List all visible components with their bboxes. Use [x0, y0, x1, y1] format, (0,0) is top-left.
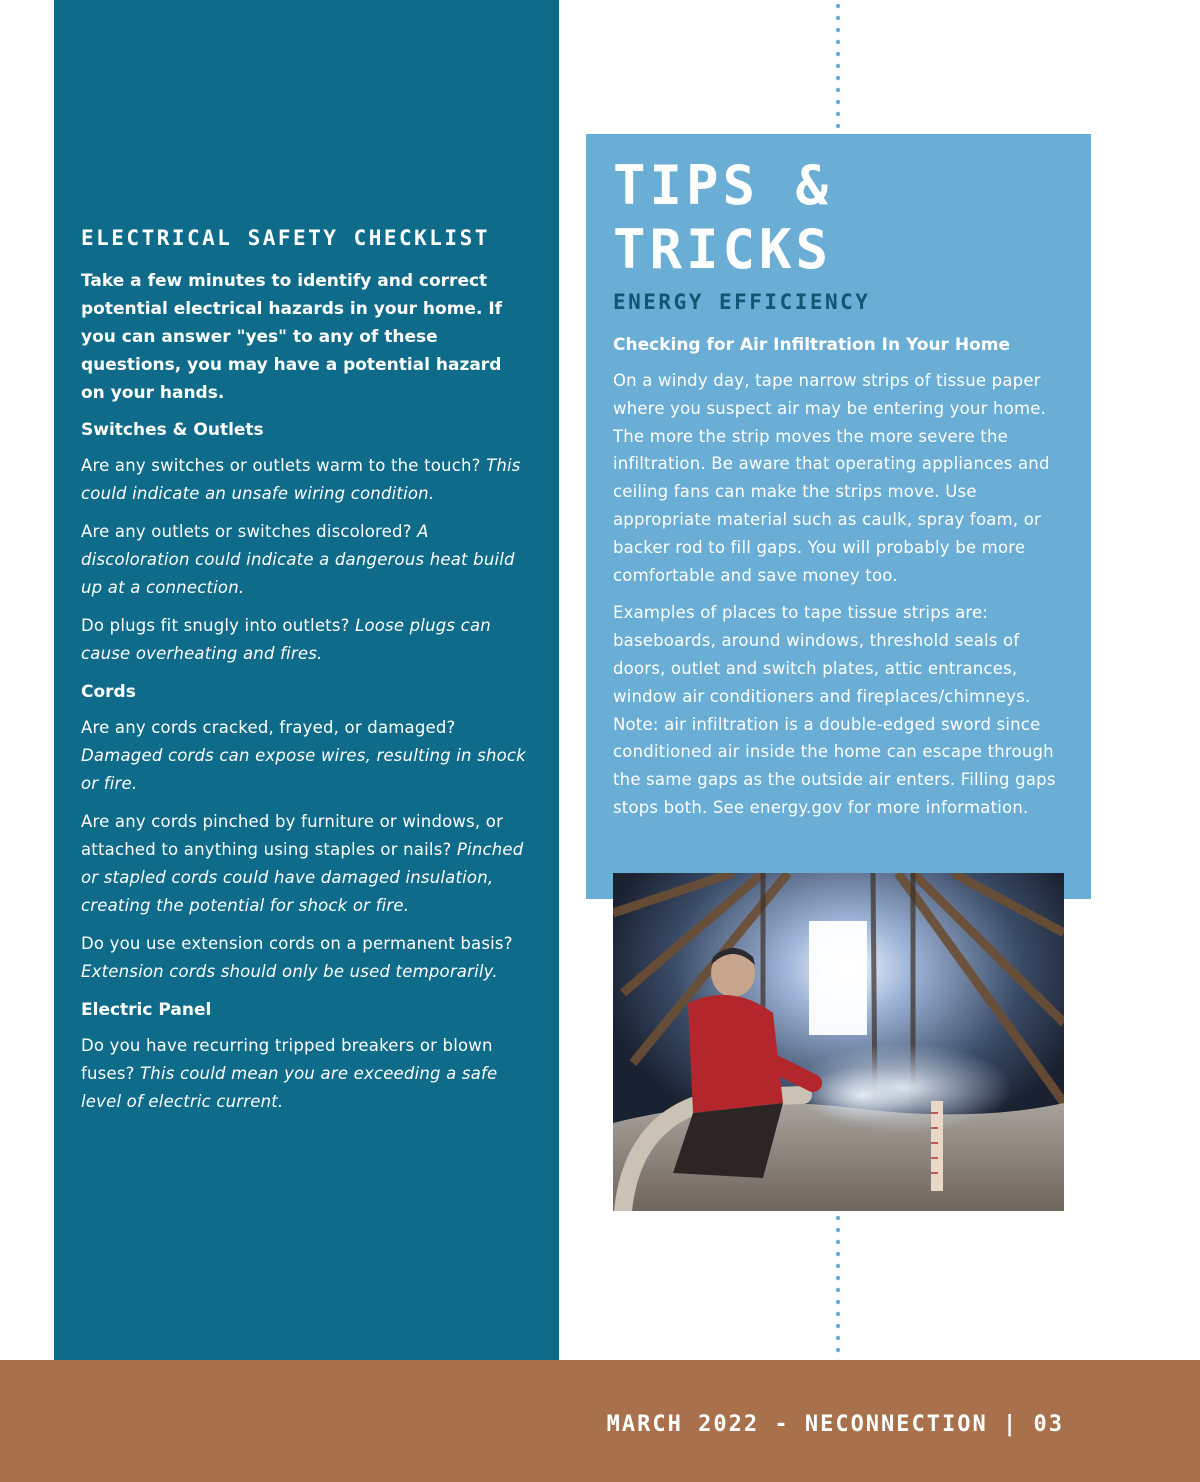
checklist-item — [81, 930, 531, 986]
checklist-item — [81, 452, 531, 508]
checklist-question: Are any cords cracked, frayed, or damaged? — [81, 718, 456, 737]
checklist-item — [81, 612, 531, 668]
checklist-note: Extension cords should only be used temporarily. — [81, 962, 498, 981]
checklist-item — [81, 1032, 531, 1116]
checklist-question: Are any switches or outlets warm to the touch? — [81, 456, 481, 475]
checklist-note: This could indicate an unsafe wiring condition. — [81, 456, 521, 503]
electrical-safety-content — [81, 226, 531, 1126]
page-footer — [0, 1360, 1200, 1482]
tips-tricks-panel — [586, 134, 1091, 899]
dotted-divider-top — [836, 0, 840, 130]
tips-paragraph: On a windy day, tape narrow strips of tissue paper where you suspect air may be entering your home. The more the strip moves the more severe the infiltration. Be aware that operating appliances and ceiling fans can make the strips move. Use appropriate material such as caulk, spray foam, or backer rod to fill gaps. You will probably be more comfortable and save money too. — [613, 371, 1050, 585]
checklist-question: Do plugs fit snugly into outlets? — [81, 616, 350, 635]
checklist-note: A discoloration could indicate a dangerous heat build up at a connection. — [81, 522, 515, 597]
checklist-question: Are any cords pinched by furniture or windows, or attached to anything using staples or nails? — [81, 812, 504, 859]
tips-tricks-content — [613, 154, 1068, 832]
checklist-note: Damaged cords can expose wires, resulting in shock or fire. — [81, 746, 526, 793]
section-title-electric-panel: Electric Panel — [81, 1000, 212, 1020]
checklist-item — [81, 808, 531, 920]
footer-issue-label: MARCH 2022 - NECONNECTION | 03 — [606, 1412, 1064, 1437]
checklist-note: Loose plugs can cause overheating and fires. — [81, 616, 491, 663]
tips-tricks-title: TIPS & TRICKS — [613, 154, 833, 281]
dotted-divider-bottom — [836, 1212, 840, 1362]
checklist-item — [81, 518, 531, 602]
checklist-item — [81, 714, 531, 798]
air-infiltration-subheading: Checking for Air Infiltration In Your Home — [613, 335, 1010, 355]
checklist-question: Do you have recurring tripped breakers or blown fuses? — [81, 1036, 493, 1083]
attic-insulation-photo — [613, 873, 1064, 1211]
tips-paragraph: Examples of places to tape tissue strips are: baseboards, around windows, threshold seals of doors, outlet and switch plates, attic entrances, window air conditioners and fireplaces/chimneys. Note: air infiltration is a double-edged sword since conditioned air inside the home can escape through the same gaps as the outside air enters. Filling gaps stops both. See energy.gov for more information. — [613, 603, 1056, 817]
electrical-safety-panel — [54, 0, 559, 1360]
attic-insulation-illustration — [613, 873, 1064, 1211]
checklist-note: Pinched or stapled cords could have damaged insulation, creating the potential for shock or fire. — [81, 840, 524, 915]
checklist-note: This could mean you are exceeding a safe level of electric current. — [81, 1064, 498, 1111]
checklist-question: Do you use extension cords on a permanent basis? — [81, 934, 513, 953]
section-title-cords: Cords — [81, 682, 136, 702]
section-title-switches-outlets: Switches & Outlets — [81, 420, 264, 440]
electrical-safety-intro: Take a few minutes to identify and correct potential electrical hazards in your home. If you can answer "yes" to any of these questions, you may have a potential hazard on your hands. — [81, 271, 503, 403]
checklist-question: Are any outlets or switches discolored? — [81, 522, 412, 541]
energy-efficiency-heading: ENERGY EFFICIENCY — [613, 290, 871, 314]
electrical-safety-heading: ELECTRICAL SAFETY CHECKLIST — [81, 226, 490, 250]
